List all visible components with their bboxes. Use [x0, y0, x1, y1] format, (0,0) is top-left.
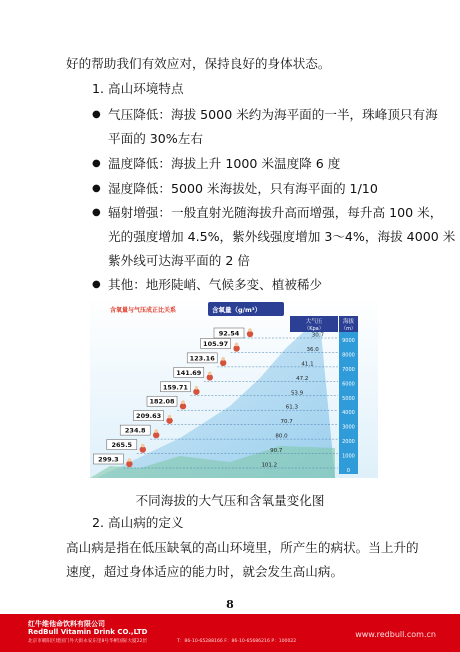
bullet-dot: ● — [92, 279, 101, 290]
altitude-tick-label: 6000 — [342, 381, 355, 388]
oxygen-value: 159.71 — [162, 383, 188, 392]
altitude-header-unit: （m） — [341, 326, 356, 332]
bullet-item: 辐射增强：一般直射光随海拔升高而增强，每升高 100 米， — [108, 205, 443, 220]
pressure-value: 101.2 — [261, 462, 278, 469]
section-title: 2. 高山病的定义 — [92, 515, 184, 530]
oxygen-value: 209.63 — [136, 412, 162, 421]
bullet-item: 气压降低：海拔 5000 米约为海平面的一半，珠峰顶只有海 — [108, 107, 438, 122]
pressure-value: 41.1 — [301, 361, 314, 368]
altitude-tick-label: 1000 — [342, 453, 355, 460]
oxygen-value: 182.08 — [149, 397, 175, 406]
altitude-tick-label: 8000 — [342, 352, 355, 359]
page-number: 8 — [226, 598, 234, 611]
pressure-value: 90.7 — [270, 448, 283, 455]
website-link[interactable]: www.redbull.com.cn — [355, 630, 436, 639]
company-address: 北京市朝阳区建国门外大街永安东里8号华彬国际大厦22层 — [28, 639, 148, 644]
bullet-item-continued: 光的强度增加 4.5%，紫外线强度增加 3～4%，海拔 4000 米 — [108, 229, 456, 244]
climber-head-icon — [154, 429, 158, 433]
company-footer — [0, 614, 460, 652]
climber-head-icon — [128, 458, 132, 462]
altitude-tick-label: 2000 — [342, 439, 355, 446]
altitude-tick-label: 0 — [346, 468, 351, 474]
oxygen-value: 234.8 — [124, 426, 146, 435]
pressure-header-unit: （Kpa） — [304, 326, 324, 332]
section-title: 1. 高山环境特点 — [92, 81, 184, 96]
climber-head-icon — [195, 386, 199, 390]
bullet-dot: ● — [92, 109, 101, 120]
climber-head-icon — [208, 372, 212, 376]
climber-head-icon — [221, 357, 225, 361]
climber-head-icon — [248, 328, 252, 332]
paragraph-text: 速度，超过身体适应的能力时，就会发生高山病。 — [66, 564, 344, 579]
bullet-item-continued: 紫外线可达海平面的 2 倍 — [108, 253, 250, 268]
figure-heading: 含氧量与气压成正比关系 — [110, 307, 177, 314]
altitude-tick-label: 9000 — [342, 338, 355, 344]
oxygen-value: 299.3 — [98, 455, 119, 464]
oxygen-value: 141.69 — [176, 368, 202, 377]
climber-head-icon — [235, 343, 239, 347]
pressure-value: 61.3 — [285, 404, 298, 411]
climber-head-icon — [181, 400, 185, 404]
climber-head-icon — [168, 415, 172, 419]
pressure-value: 80.0 — [275, 433, 288, 440]
pressure-value: 36.0 — [306, 346, 319, 353]
pressure-value: 30.7 — [311, 332, 324, 339]
bullet-dot: ● — [92, 183, 101, 194]
altitude-tick-label: 7000 — [342, 366, 355, 373]
oxygen-value: 92.54 — [218, 329, 240, 338]
company-name-en: RedBull Vitamin Drink CO.,LTD — [28, 628, 148, 636]
oxygen-value: 123.16 — [189, 354, 215, 363]
bullet-dot: ● — [92, 158, 101, 169]
bullet-item: 湿度降低：5000 米海拔处，只有海平面的 1/10 — [108, 181, 378, 196]
company-name-cn: 红牛维他命饮料有限公司 — [28, 620, 105, 628]
altitude-pressure-oxygen-figure — [90, 296, 378, 478]
paragraph-text: 高山病是指在低压缺氧的高山环境里，所产生的病状。当上升的 — [66, 540, 419, 555]
paragraph-text: 好的帮助我们有效应对，保持良好的身体状态。 — [66, 56, 331, 71]
altitude-tick-label: 3000 — [342, 424, 355, 431]
altitude-tick-label: 5000 — [342, 395, 355, 402]
pressure-value: 70.7 — [280, 419, 293, 426]
altitude-tick-label: 4000 — [342, 410, 355, 417]
pressure-value: 47.2 — [296, 375, 309, 382]
oxygen-value: 265.5 — [111, 441, 133, 450]
bullet-item-continued: 平面的 30%左右 — [108, 131, 203, 146]
oxygen-value: 105.97 — [203, 339, 229, 348]
bullet-item: 温度降低：海拔上升 1000 米温度降 6 度 — [108, 156, 341, 171]
bullet-item: 其他：地形陡峭、气候多变、植被稀少 — [108, 277, 323, 292]
bullet-dot: ● — [92, 207, 101, 218]
company-contacts: T：86-10-65288166 F：86-10-65686216 P：100022 — [177, 639, 297, 644]
pressure-header-label: 大气压 — [305, 319, 323, 325]
altitude-header-label: 海拔 — [342, 319, 355, 325]
figure-caption: 不同海拔的大气压和含氧量变化图 — [135, 493, 325, 508]
oxygen-header: 含氧量（g/m³） — [212, 306, 262, 314]
climber-head-icon — [141, 444, 145, 448]
pressure-value: 53.9 — [290, 390, 304, 397]
